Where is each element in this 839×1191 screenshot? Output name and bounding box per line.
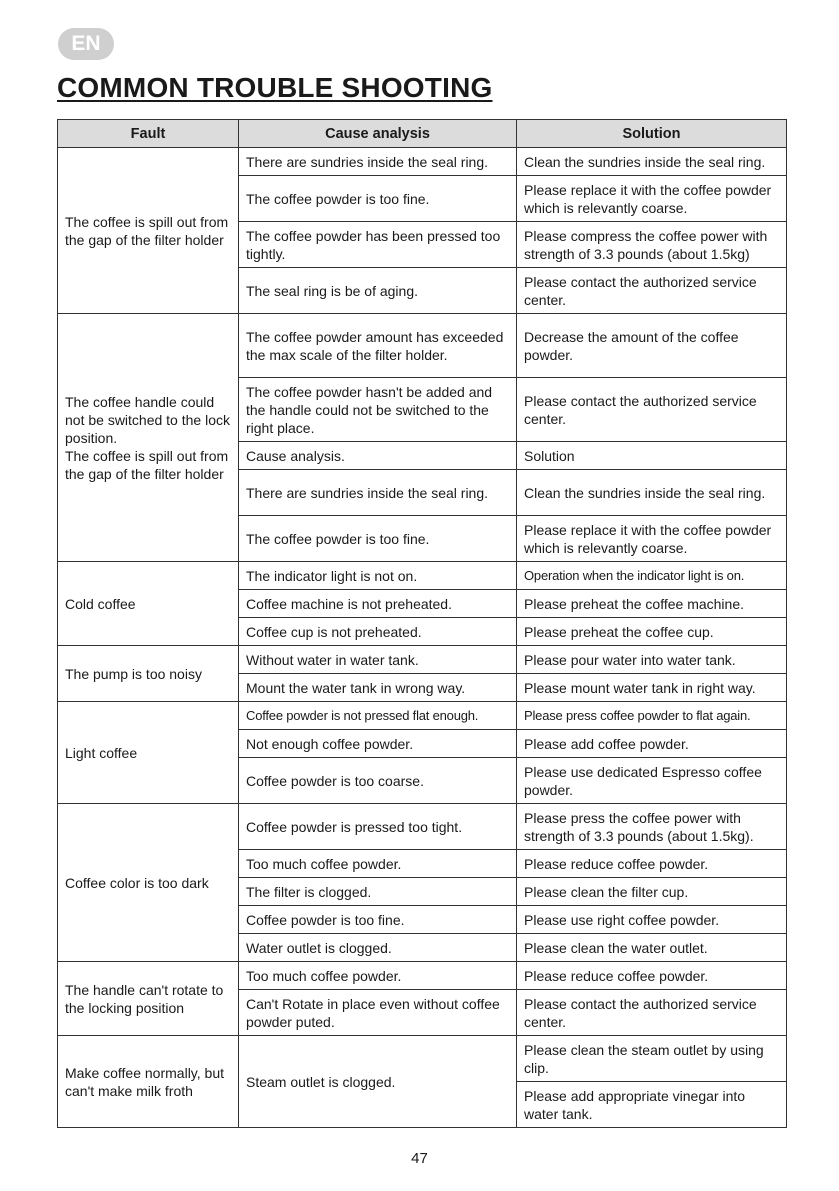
cause-cell: The coffee powder hasn't be added and the handle could not be switched to the right place. — [239, 378, 517, 442]
solution-cell: Please mount water tank in right way. — [517, 674, 787, 702]
solution-cell: Please contact the authorized service center. — [517, 378, 787, 442]
column-header-solution: Solution — [517, 120, 787, 148]
cause-cell: The coffee powder is too fine. — [239, 516, 517, 562]
cause-cell: Can't Rotate in place even without coffee powder puted. — [239, 990, 517, 1036]
solution-cell: Decrease the amount of the coffee powder. — [517, 314, 787, 378]
cause-cell: Too much coffee powder. — [239, 962, 517, 990]
solution-cell: Please clean the water outlet. — [517, 934, 787, 962]
table-row — [58, 314, 787, 378]
cause-cell: There are sundries inside the seal ring. — [239, 470, 517, 516]
solution-cell: Clean the sundries inside the seal ring. — [517, 470, 787, 516]
solution-cell: Please press coffee powder to flat again. — [517, 702, 787, 730]
solution-cell: Please press the coffee power with strength of 3.3 pounds (about 1.5kg). — [517, 804, 787, 850]
solution-cell: Please preheat the coffee cup. — [517, 618, 787, 646]
cause-cell: Steam outlet is clogged. — [239, 1036, 517, 1128]
fault-cell: Light coffee — [58, 702, 239, 804]
language-badge: EN — [58, 28, 114, 60]
cause-cell: Too much coffee powder. — [239, 850, 517, 878]
fault-cell: Coffee color is too dark — [58, 804, 239, 962]
table-row — [58, 1036, 787, 1082]
cause-cell: Without water in water tank. — [239, 646, 517, 674]
table-row — [58, 562, 787, 590]
cause-cell: Coffee cup is not preheated. — [239, 618, 517, 646]
solution-cell: Please compress the coffee power with strength of 3.3 pounds (about 1.5kg) — [517, 222, 787, 268]
table-row — [58, 804, 787, 850]
solution-cell: Please clean the filter cup. — [517, 878, 787, 906]
cause-cell: There are sundries inside the seal ring. — [239, 148, 517, 176]
fault-cell: The coffee handle could not be switched to the lock position. The coffee is spill out from the gap of the filter holder — [58, 314, 239, 562]
table-row — [58, 962, 787, 990]
cause-cell: The coffee powder amount has exceeded the max scale of the filter holder. — [239, 314, 517, 378]
fault-cell: The handle can't rotate to the locking position — [58, 962, 239, 1036]
table-header-row — [58, 120, 787, 148]
solution-cell: Clean the sundries inside the seal ring. — [517, 148, 787, 176]
cause-cell: Coffee powder is not pressed flat enough. — [239, 702, 517, 730]
cause-cell: Water outlet is clogged. — [239, 934, 517, 962]
solution-cell: Please contact the authorized service center. — [517, 268, 787, 314]
solution-cell: Solution — [517, 442, 787, 470]
solution-cell: Please pour water into water tank. — [517, 646, 787, 674]
column-header-cause: Cause analysis — [239, 120, 517, 148]
cause-cell: The indicator light is not on. — [239, 562, 517, 590]
solution-cell: Please clean the steam outlet by using clip. — [517, 1036, 787, 1082]
table-row — [58, 702, 787, 730]
solution-cell: Please replace it with the coffee powder which is relevantly coarse. — [517, 516, 787, 562]
troubleshooting-table — [57, 119, 787, 1128]
solution-cell: Please replace it with the coffee powder which is relevantly coarse. — [517, 176, 787, 222]
cause-cell: Coffee powder is pressed too tight. — [239, 804, 517, 850]
solution-cell: Operation when the indicator light is on. — [517, 562, 787, 590]
page-title: COMMON TROUBLE SHOOTING — [57, 72, 493, 103]
fault-cell: Make coffee normally, but can't make milk froth — [58, 1036, 239, 1128]
solution-cell: Please use dedicated Espresso coffee powder. — [517, 758, 787, 804]
solution-cell: Please add appropriate vinegar into water tank. — [517, 1082, 787, 1128]
cause-cell: Cause analysis. — [239, 442, 517, 470]
cause-cell: The coffee powder has been pressed too tightly. — [239, 222, 517, 268]
cause-cell: Coffee powder is too fine. — [239, 906, 517, 934]
fault-cell: The pump is too noisy — [58, 646, 239, 702]
table-row — [58, 646, 787, 674]
cause-cell: The seal ring is be of aging. — [239, 268, 517, 314]
cause-cell: Coffee machine is not preheated. — [239, 590, 517, 618]
cause-cell: Not enough coffee powder. — [239, 730, 517, 758]
column-header-fault: Fault — [58, 120, 239, 148]
cause-cell: Coffee powder is too coarse. — [239, 758, 517, 804]
fault-cell: The coffee is spill out from the gap of the filter holder — [58, 148, 239, 314]
table-row — [58, 148, 787, 176]
solution-cell: Please use right coffee powder. — [517, 906, 787, 934]
cause-cell: Mount the water tank in wrong way. — [239, 674, 517, 702]
solution-cell: Please reduce coffee powder. — [517, 962, 787, 990]
cause-cell: The filter is clogged. — [239, 878, 517, 906]
cause-cell: The coffee powder is too fine. — [239, 176, 517, 222]
page-number: 47 — [411, 1150, 428, 1167]
solution-cell: Please add coffee powder. — [517, 730, 787, 758]
solution-cell: Please contact the authorized service center. — [517, 990, 787, 1036]
solution-cell: Please preheat the coffee machine. — [517, 590, 787, 618]
fault-cell: Cold coffee — [58, 562, 239, 646]
solution-cell: Please reduce coffee powder. — [517, 850, 787, 878]
